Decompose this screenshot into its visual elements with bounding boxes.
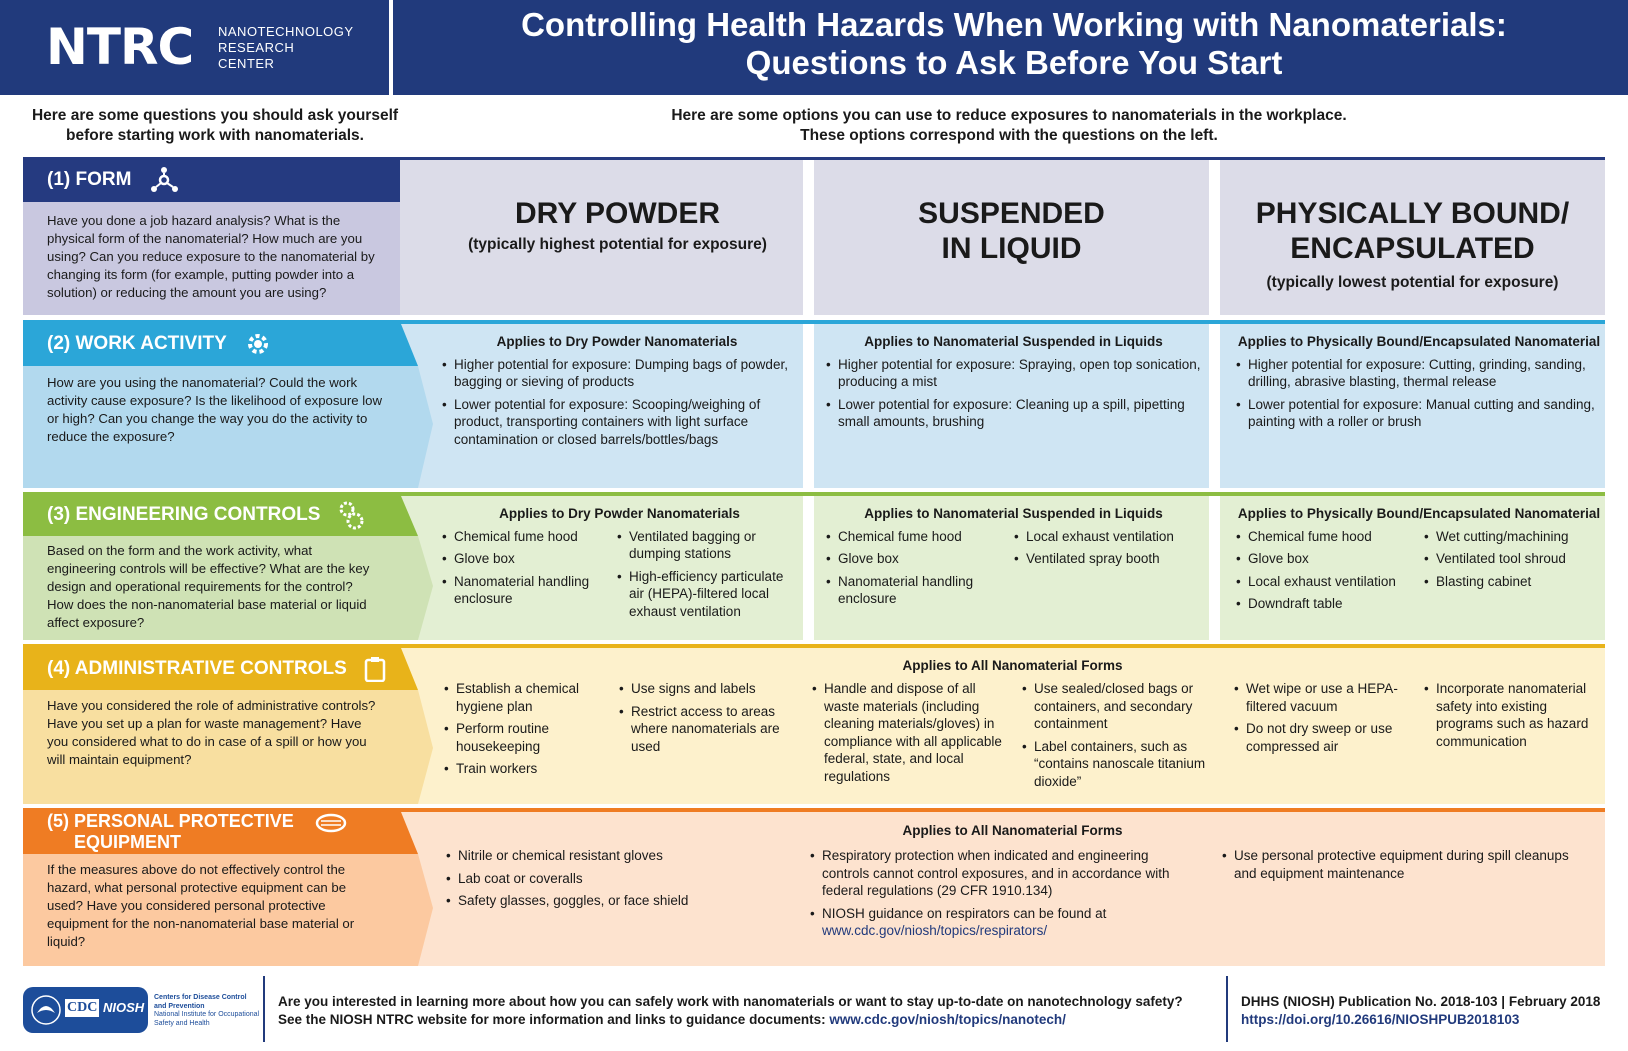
admin-col3: • Wet wipe or use a HEPA-filtered vacuum • Do not dry sweep or use compressed air • Incorporate nanomaterial safety into existing programs such as hazard communication xyxy=(1234,680,1604,760)
eng-dry-cell: Applies to Dry Powder Nanomaterials • Chemical fume hood • Glove box • Nanomaterial handling enclosure • Ventilated bagging or dumping stations • High-efficiency particulate air (HEPA)-filtered local exhaust ventilation xyxy=(442,505,797,625)
cdc-logo: CDC NIOSH xyxy=(23,987,148,1033)
work-bound-cell: Applies to Physically Bound/Encapsulated Nanomaterial • Higher potential for exposure: Cutting, grinding, sanding, drilling, abrasive blasting, thermal release • Lower potential for exposure: Manual cutting and sanding, painting with a roller or brush xyxy=(1236,333,1602,436)
col-separator xyxy=(803,324,814,488)
page-title: Controlling Health Hazards When Working with Nanomaterials: Questions to Ask Before You Start xyxy=(521,6,1507,81)
footer-separator xyxy=(263,976,265,1042)
work-liquid-cell: Applies to Nanomaterial Suspended in Liquids • Higher potential for exposure: Spraying, open top sonication, producing a mist • Lower potential for exposure: Cleaning up a spill, pipetting small amounts, brushing xyxy=(826,333,1201,436)
molecule-icon xyxy=(149,166,179,194)
ppe-col2: • Respiratory protection when indicated and engineering controls cannot control exposures, and in accordance with federal regulations (29 CFR 1910.134) • NIOSH guidance on respirators can be found at www.cdc.gov/niosh/topics/respirators/ xyxy=(810,847,1185,945)
admin-question: Have you considered the role of administrative controls? Have you set up a plan for waste management? Have you considered what to do in case of a spill or how you will maintain equipment? xyxy=(47,698,376,767)
col-separator xyxy=(1209,324,1220,488)
eng-bound-cell: Applies to Physically Bound/Encapsulated Nanomaterial • Chemical fume hood • Glove box • Local exhaust ventilation • Downdraft table • Wet cutting/machining • Ventilated tool shroud • Blasting cabinet xyxy=(1236,505,1602,618)
work-dry-cell: Applies to Dry Powder Nanomaterials • Higher potential for exposure: Dumping bags of powder, bagging or sieving of products • Lower potential for exposure: Scooping/weighing of product, transporting containers with light surface contamination or closed barrels/bottles/bags xyxy=(442,333,792,453)
intro-left: Here are some questions you should ask yourself before starting work with nanomaterials. xyxy=(31,107,399,144)
publication-info: DHHS (NIOSH) Publication No. 2018-103 | February 2018 https://doi.org/10.26616/NIOSHPUB2018103 xyxy=(1241,994,1601,1027)
ntrc-logo: NTRC xyxy=(46,18,194,76)
col-separator xyxy=(1209,496,1220,640)
footer-info: Are you interested in learning more about how you can safely work with nanomaterials or want to stay up-to-date on nanotechnology safety? See the NIOSH NTRC website for more information and links to guidance documents: www.cdc.gov/niosh/topics/nanotech/ xyxy=(278,994,1183,1027)
dry-powder-header: DRY POWDER (typically highest potential for exposure) xyxy=(468,197,767,253)
gear-hand-icon xyxy=(244,330,272,358)
ppe-question: If the measures above do not effectively control the hazard, what personal protective equipment can be used? Have you considered personal protective equipment for the non-nanomaterial base material or liquid? xyxy=(47,862,355,949)
admin-col2: • Handle and dispose of all waste materials (including cleaning materials/gloves) in compliance with all applicable federal, state, and local regulations • Use sealed/closed bags or containers, and secondary containment • Label containers, such as “contains nanoscale titanium dioxide” xyxy=(812,680,1212,795)
col-separator xyxy=(803,496,814,640)
doi-link[interactable]: https://doi.org/10.26616/NIOSHPUB2018103 xyxy=(1241,1011,1520,1027)
suspended-header: SUSPENDED IN LIQUID xyxy=(918,197,1105,265)
admin-heading: (4) ADMINISTRATIVE CONTROLS xyxy=(23,656,408,682)
footer-separator xyxy=(1226,976,1228,1042)
logo-subtitle: NANOTECHNOLOGY RESEARCH CENTER xyxy=(218,24,354,71)
ppe-col1: • Nitrile or chemical resistant gloves • Lab coat or coveralls • Safety glasses, goggles, or face shield xyxy=(446,847,786,915)
ppe-all-head: Applies to All Nanomaterial Forms xyxy=(902,823,1123,838)
gears-icon xyxy=(338,500,364,530)
admin-all-head: Applies to All Nanomaterial Forms xyxy=(902,658,1123,673)
agency-names: Centers for Disease Control and Prevention National Institute for Occupational Safety and Health xyxy=(154,994,260,1027)
work-question: How are you using the nanomaterial? Could the work activity cause exposure? Is the likelihood of exposure low or high? Can you change the way you do the activity to reduce the exposure? xyxy=(47,375,382,444)
respirators-link[interactable]: www.cdc.gov/niosh/topics/respirators/ xyxy=(822,923,1048,938)
clipboard-icon xyxy=(364,656,386,682)
eng-question: Based on the form and the work activity, what engineering controls will be effective? What are the key design and operational requirements for the control? How does the non-nanomaterial base material or liquid affect exposure? xyxy=(47,543,370,630)
form-heading: (1) FORM xyxy=(23,166,408,194)
mask-icon xyxy=(311,811,351,833)
intro-right: Here are some options you can use to reduce exposures to nanomaterials in the workplace. These options correspond with the questions on the left. xyxy=(671,107,1347,144)
admin-col1: • Establish a chemical hygiene plan • Perform routine housekeeping • Train workers • Use signs and labels • Restrict access to areas where nanomaterials are used xyxy=(444,680,799,783)
ppe-col3: • Use personal protective equipment during spill cleanups and equipment maintenance xyxy=(1222,847,1582,887)
eng-liquid-cell: Applies to Nanomaterial Suspended in Liquids • Chemical fume hood • Glove box • Nanomaterial handling enclosure • Local exhaust ventilation • Ventilated spray booth xyxy=(826,505,1201,613)
nanotech-link[interactable]: www.cdc.gov/niosh/topics/nanotech/ xyxy=(829,1011,1066,1027)
eng-heading: (3) ENGINEERING CONTROLS xyxy=(23,500,408,530)
work-heading: (2) WORK ACTIVITY xyxy=(23,330,408,358)
ppe-heading: (5) PERSONAL PROTECTIVE EQUIPMENT xyxy=(23,811,408,852)
hhs-eagle-icon xyxy=(31,993,61,1027)
bound-header: PHYSICALLY BOUND/ ENCAPSULATED (typically lowest potential for exposure) xyxy=(1255,197,1570,291)
form-question: Have you done a job hazard analysis? What is the physical form of the nanomaterial? How much are you using? Can you reduce exposure to the nanomaterial by changing its form (for example, putting powder into a solution) or reducing the amount you are using? xyxy=(47,213,375,300)
